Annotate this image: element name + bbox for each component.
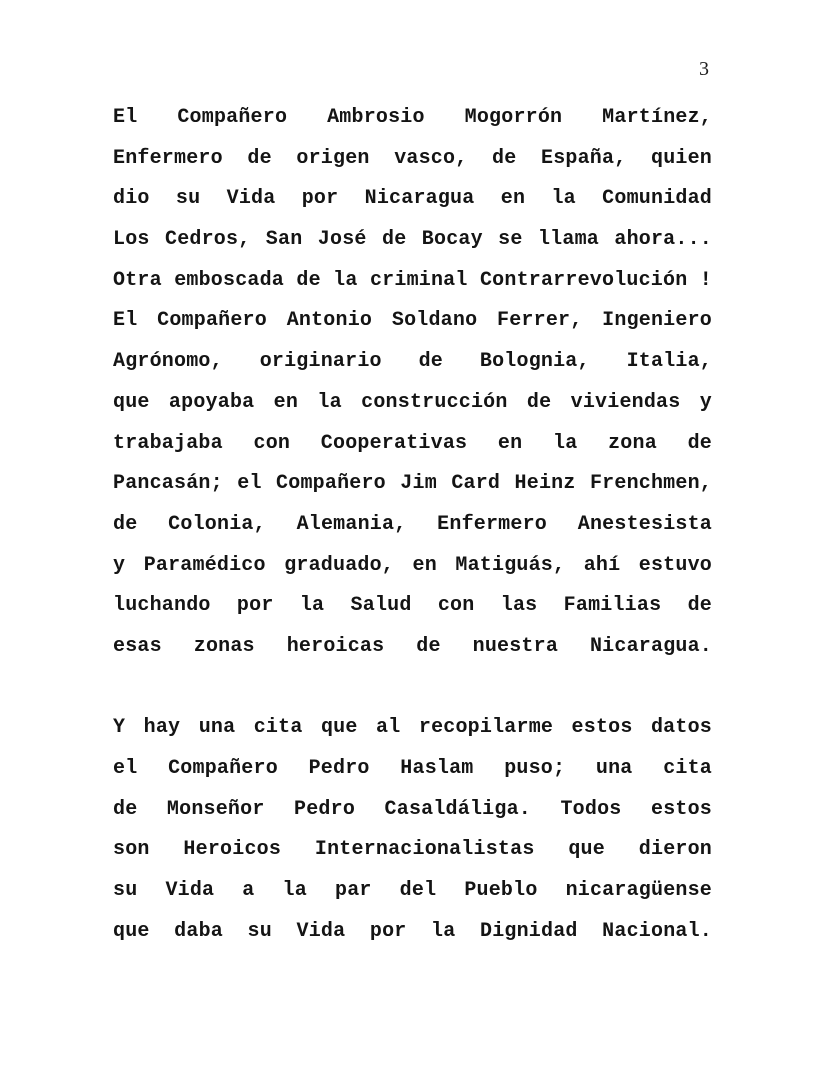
paragraph	[113, 98, 712, 668]
text-line: su Vida a la par del Pueblo nicaragüense	[113, 879, 712, 903]
text-line: dio su Vida por Nicaragua en la Comunidad	[113, 187, 712, 211]
text-line: de Colonia, Alemania, Enfermero Anestesista	[113, 512, 712, 536]
text-line: Agrónomo, originario de Bolognia, Italia,	[113, 350, 712, 374]
paragraph	[113, 708, 712, 952]
text-line: de Monseñor Pedro Casaldáliga. Todos estos	[113, 797, 712, 821]
text-line: Y hay una cita que al recopilarme estos datos	[113, 716, 712, 740]
text-line: Enfermero de origen vasco, de España, quien	[113, 146, 712, 170]
text-line: Otra emboscada de la criminal Contrarrevolución !	[113, 268, 712, 292]
text-line: esas zonas heroicas de nuestra Nicaragua.	[113, 634, 712, 658]
text-line: trabajaba con Cooperativas en la zona de	[113, 431, 712, 455]
text-line: Pancasán; el Compañero Jim Card Heinz Frenchmen,	[113, 472, 712, 496]
text-line: El Compañero Ambrosio Mogorrón Martínez,	[113, 106, 712, 129]
text-line: y Paramédico graduado, en Matiguás, ahí estuvo	[113, 553, 712, 577]
text-line: que daba su Vida por la Dignidad Nacional.	[113, 919, 712, 943]
page-number: 3	[699, 58, 709, 80]
text-line: luchando por la Salud con las Familias de	[113, 594, 712, 618]
document-body	[113, 98, 712, 952]
text-line: El Compañero Antonio Soldano Ferrer, Ingeniero	[113, 309, 712, 333]
text-line: son Heroicos Internacionalistas que dieron	[113, 838, 712, 862]
text-line: Los Cedros, San José de Bocay se llama ahora...	[113, 228, 712, 252]
text-line: que apoyaba en la construcción de viviendas y	[113, 390, 712, 414]
text-line: el Compañero Pedro Haslam puso; una cita	[113, 757, 712, 780]
